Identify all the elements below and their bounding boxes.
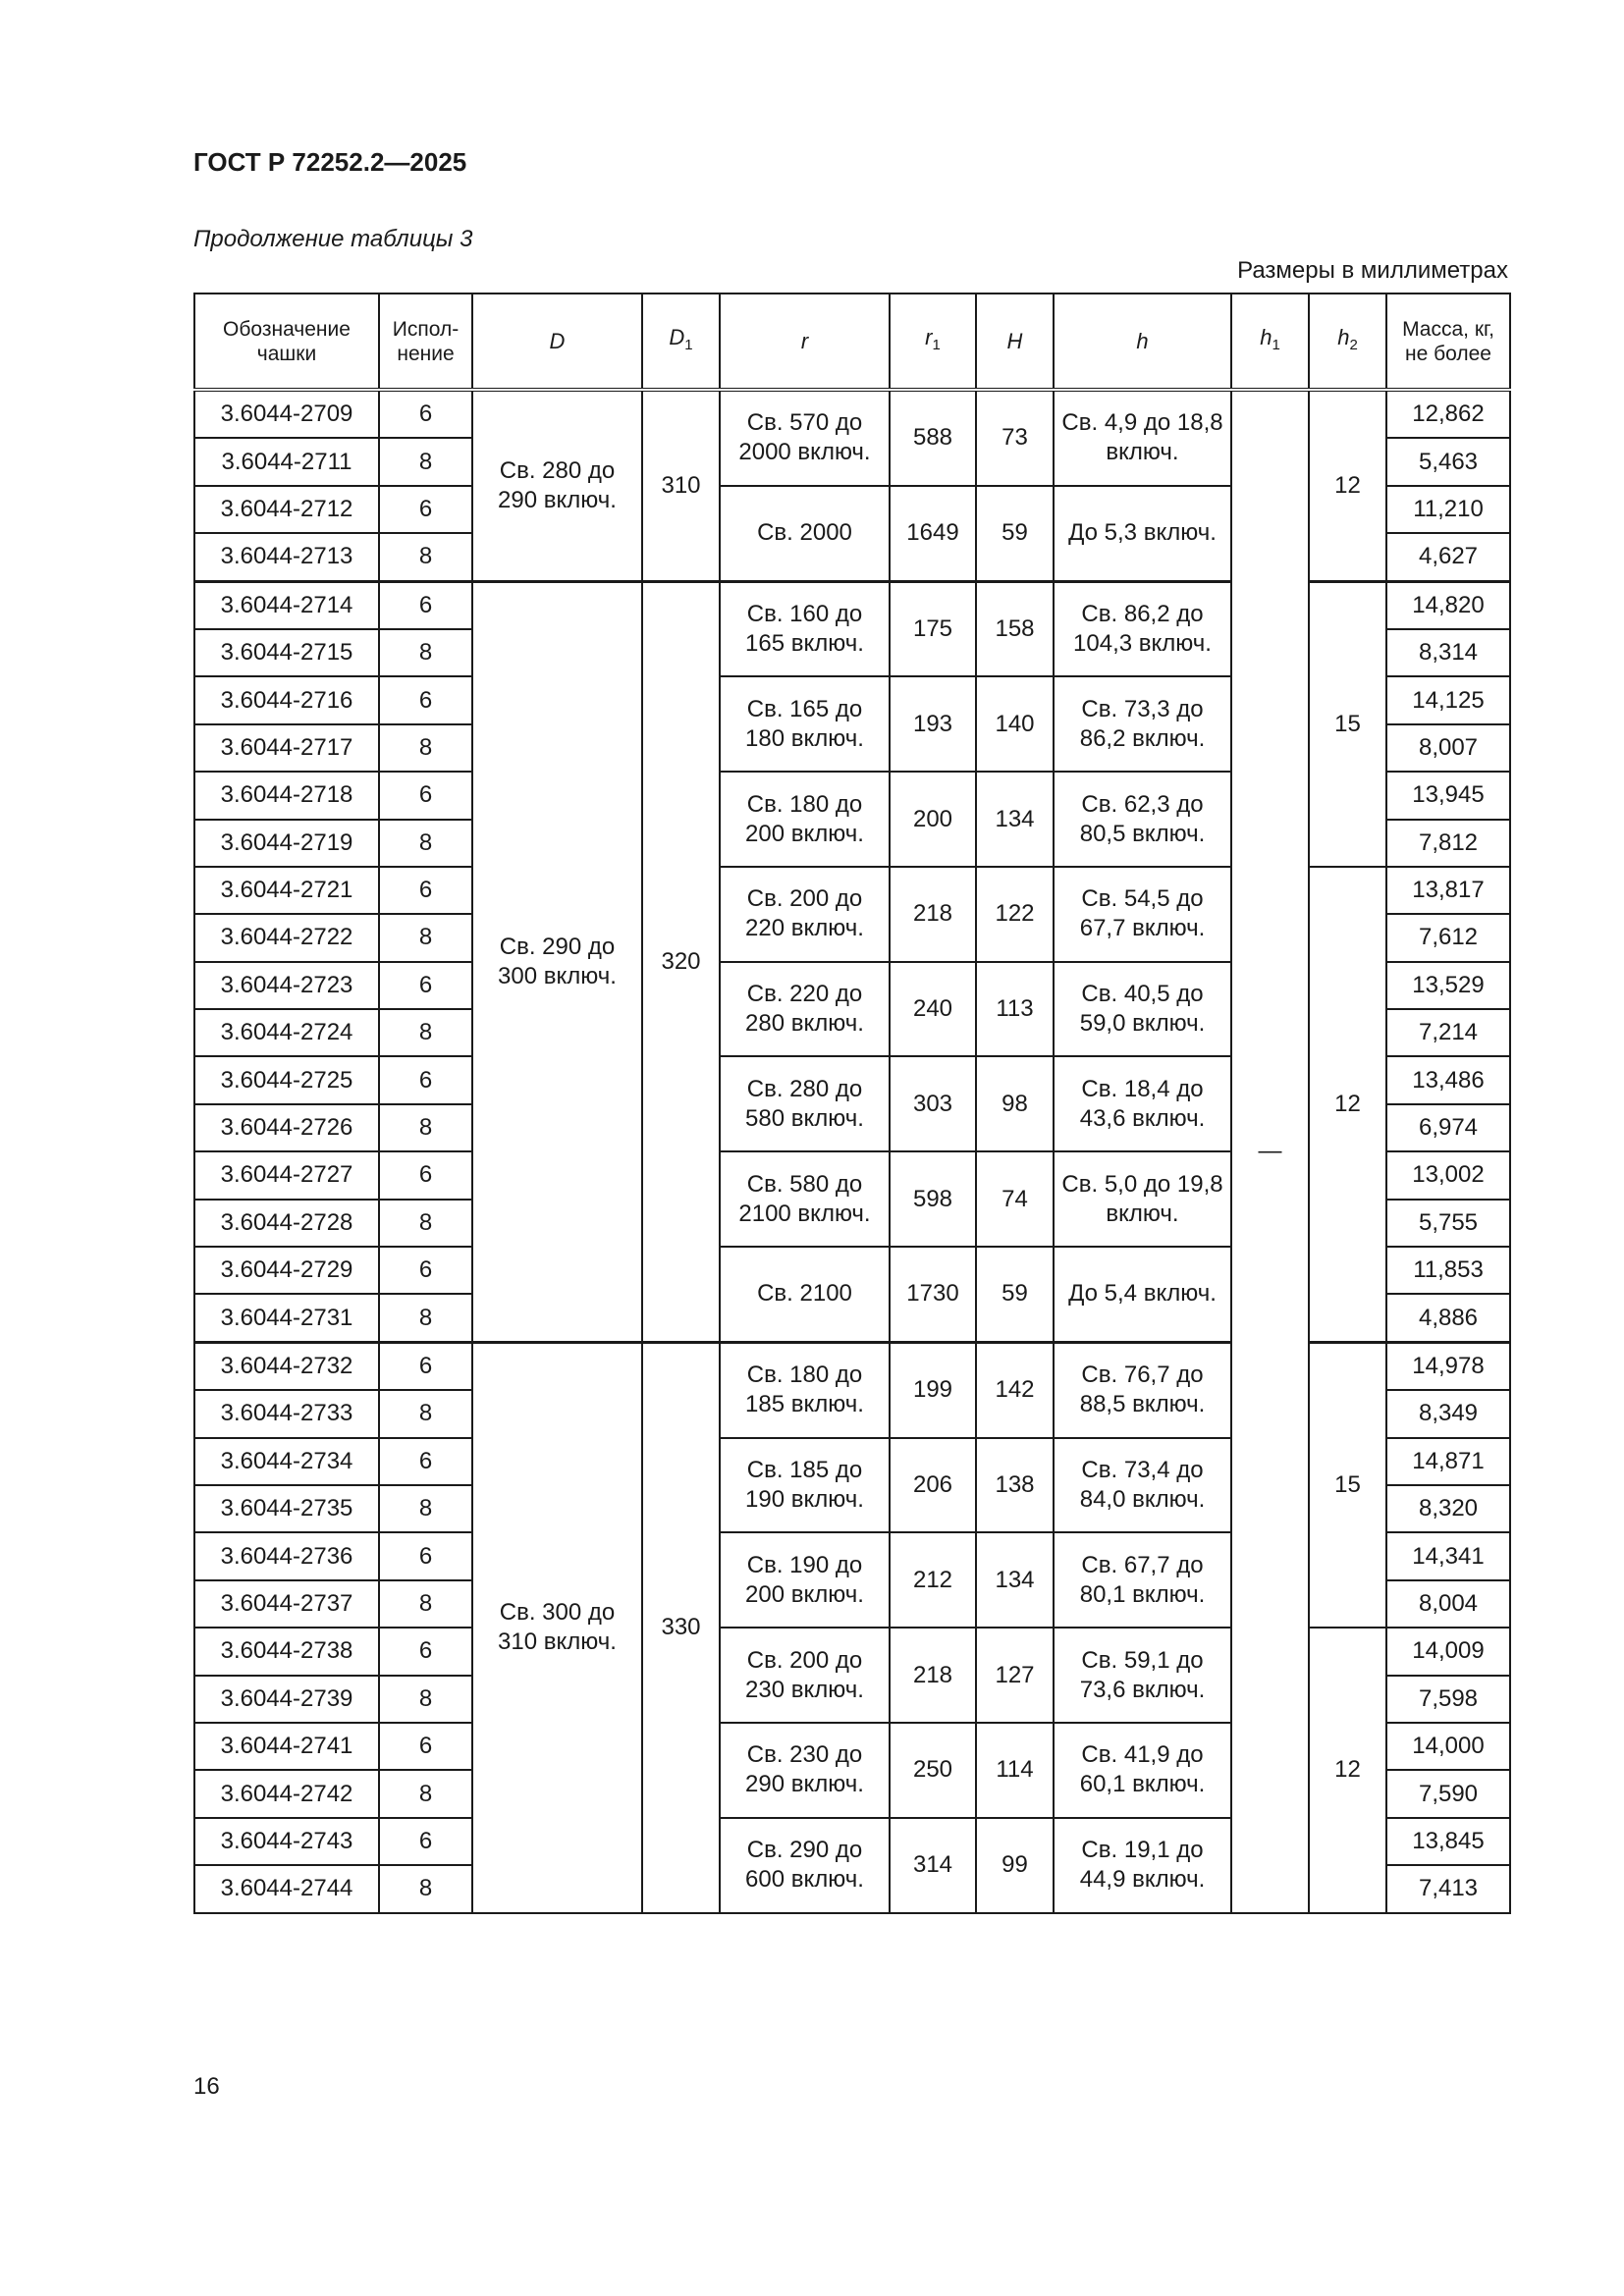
cell-r: Св. 190 до 200 включ. <box>720 1532 890 1628</box>
cell-designation: 3.6044-2734 <box>194 1438 379 1485</box>
cell-version: 6 <box>379 1723 472 1770</box>
cell-version: 6 <box>379 962 472 1009</box>
table-row <box>194 1342 1510 1390</box>
cell-designation: 3.6044-2722 <box>194 914 379 961</box>
cell-designation: 3.6044-2731 <box>194 1294 379 1342</box>
cell-h: Св. 73,3 до 86,2 включ. <box>1054 676 1231 772</box>
cell-r: Св. 2100 <box>720 1247 890 1342</box>
cell-mass: 4,627 <box>1386 533 1510 581</box>
cell-designation: 3.6044-2728 <box>194 1200 379 1247</box>
cell-designation: 3.6044-2713 <box>194 533 379 581</box>
table-continuation-caption: Продолжение таблицы 3 <box>193 226 473 252</box>
cell-h: До 5,3 включ. <box>1054 486 1231 581</box>
cell-version: 8 <box>379 1009 472 1056</box>
cell-designation: 3.6044-2709 <box>194 390 379 438</box>
cell-designation: 3.6044-2738 <box>194 1628 379 1675</box>
units-note: Размеры в миллиметрах <box>1237 257 1508 284</box>
cell-version: 6 <box>379 1438 472 1485</box>
cell-version: 8 <box>379 629 472 676</box>
table-row <box>194 581 1510 629</box>
cell-mass: 14,341 <box>1386 1532 1510 1579</box>
cell-version: 8 <box>379 914 472 961</box>
cell-designation: 3.6044-2715 <box>194 629 379 676</box>
cell-mass: 14,009 <box>1386 1628 1510 1675</box>
cell-d: Св. 290 до 300 включ. <box>472 581 642 1342</box>
cell-height: 99 <box>976 1818 1054 1913</box>
cell-designation: 3.6044-2717 <box>194 724 379 772</box>
cell-mass: 11,210 <box>1386 486 1510 533</box>
cell-r: Св. 2000 <box>720 486 890 581</box>
cell-height: 74 <box>976 1151 1054 1247</box>
cell-r1: 588 <box>890 390 976 486</box>
cell-h: Св. 40,5 до 59,0 включ. <box>1054 962 1231 1057</box>
cell-r: Св. 200 до 230 включ. <box>720 1628 890 1723</box>
cell-height: 98 <box>976 1056 1054 1151</box>
cell-mass: 5,463 <box>1386 438 1510 485</box>
cell-r: Св. 280 до 580 включ. <box>720 1056 890 1151</box>
cell-version: 8 <box>379 1580 472 1628</box>
cell-version: 8 <box>379 724 472 772</box>
cell-mass: 7,598 <box>1386 1676 1510 1723</box>
cell-version: 8 <box>379 1770 472 1817</box>
cell-r1: 303 <box>890 1056 976 1151</box>
cell-mass: 7,214 <box>1386 1009 1510 1056</box>
cell-r1: 199 <box>890 1342 976 1437</box>
cell-height: 114 <box>976 1723 1054 1818</box>
cell-version: 6 <box>379 867 472 914</box>
cell-h: Св. 62,3 до 80,5 включ. <box>1054 772 1231 867</box>
cell-height: 142 <box>976 1342 1054 1437</box>
table-row <box>194 867 1510 914</box>
cell-designation: 3.6044-2739 <box>194 1676 379 1723</box>
cell-designation: 3.6044-2736 <box>194 1532 379 1579</box>
cell-mass: 8,007 <box>1386 724 1510 772</box>
header-h: h <box>1054 294 1231 390</box>
cell-r1: 206 <box>890 1438 976 1533</box>
cell-r: Св. 570 до 2000 включ. <box>720 390 890 486</box>
cell-r: Св. 165 до 180 включ. <box>720 676 890 772</box>
cell-version: 6 <box>379 1056 472 1103</box>
header-h2: $h_2$ <box>1309 294 1386 390</box>
cell-r: Св. 185 до 190 включ. <box>720 1438 890 1533</box>
header-r1: $r_1$ <box>890 294 976 390</box>
table-body <box>194 390 1510 1913</box>
cell-mass: 14,820 <box>1386 581 1510 629</box>
cell-designation: 3.6044-2725 <box>194 1056 379 1103</box>
header-h1: $h_1$ <box>1231 294 1309 390</box>
cell-mass: 7,612 <box>1386 914 1510 961</box>
cell-version: 6 <box>379 1532 472 1579</box>
cell-r: Св. 220 до 280 включ. <box>720 962 890 1057</box>
cell-version: 6 <box>379 676 472 723</box>
cell-h2: 12 <box>1309 390 1386 581</box>
cell-version: 6 <box>379 1628 472 1675</box>
cell-version: 6 <box>379 1342 472 1390</box>
cell-version: 6 <box>379 1247 472 1294</box>
cell-designation: 3.6044-2744 <box>194 1865 379 1912</box>
cell-height: 122 <box>976 867 1054 962</box>
cell-r1: 175 <box>890 581 976 676</box>
cell-h: Св. 5,0 до 19,8 включ. <box>1054 1151 1231 1247</box>
header-d: D <box>472 294 642 390</box>
cell-designation: 3.6044-2733 <box>194 1390 379 1437</box>
cell-mass: 6,974 <box>1386 1104 1510 1151</box>
cell-r: Св. 290 до 600 включ. <box>720 1818 890 1913</box>
cell-r: Св. 180 до 185 включ. <box>720 1342 890 1437</box>
cell-mass: 8,320 <box>1386 1485 1510 1532</box>
header-row <box>194 294 1510 390</box>
cell-height: 113 <box>976 962 1054 1057</box>
header-version: Испол-нение <box>379 294 472 390</box>
cell-designation: 3.6044-2714 <box>194 581 379 629</box>
cell-h: Св. 59,1 до 73,6 включ. <box>1054 1628 1231 1723</box>
page-number: 16 <box>193 2073 220 2100</box>
cell-height: 134 <box>976 772 1054 867</box>
cell-mass: 11,853 <box>1386 1247 1510 1294</box>
cell-height: 138 <box>976 1438 1054 1533</box>
table-row <box>194 1628 1510 1675</box>
cell-designation: 3.6044-2719 <box>194 820 379 867</box>
cell-r: Св. 200 до 220 включ. <box>720 867 890 962</box>
dimensions-table <box>193 293 1511 1914</box>
cell-r1: 193 <box>890 676 976 772</box>
cell-r1: 218 <box>890 867 976 962</box>
cell-h: Св. 67,7 до 80,1 включ. <box>1054 1532 1231 1628</box>
cell-designation: 3.6044-2724 <box>194 1009 379 1056</box>
cell-version: 8 <box>379 1390 472 1437</box>
cell-d: Св. 300 до 310 включ. <box>472 1342 642 1912</box>
cell-version: 8 <box>379 820 472 867</box>
cell-h2: 15 <box>1309 1342 1386 1628</box>
cell-designation: 3.6044-2732 <box>194 1342 379 1390</box>
header-d1: $D_1$ <box>642 294 720 390</box>
cell-h: Св. 18,4 до 43,6 включ. <box>1054 1056 1231 1151</box>
cell-version: 8 <box>379 1676 472 1723</box>
cell-h: Св. 73,4 до 84,0 включ. <box>1054 1438 1231 1533</box>
cell-h: Св. 76,7 до 88,5 включ. <box>1054 1342 1231 1437</box>
cell-designation: 3.6044-2718 <box>194 772 379 819</box>
cell-h: До 5,4 включ. <box>1054 1247 1231 1342</box>
cell-mass: 8,349 <box>1386 1390 1510 1437</box>
cell-r1: 598 <box>890 1151 976 1247</box>
cell-height: 134 <box>976 1532 1054 1628</box>
cell-h: Св. 54,5 до 67,7 включ. <box>1054 867 1231 962</box>
cell-mass: 13,845 <box>1386 1818 1510 1865</box>
cell-h2: 15 <box>1309 581 1386 867</box>
cell-mass: 14,125 <box>1386 676 1510 723</box>
cell-mass: 13,486 <box>1386 1056 1510 1103</box>
cell-designation: 3.6044-2721 <box>194 867 379 914</box>
cell-designation: 3.6044-2742 <box>194 1770 379 1817</box>
cell-designation: 3.6044-2735 <box>194 1485 379 1532</box>
cell-mass: 8,314 <box>1386 629 1510 676</box>
cell-height: 140 <box>976 676 1054 772</box>
cell-version: 8 <box>379 1294 472 1342</box>
cell-height: 158 <box>976 581 1054 676</box>
cell-version: 6 <box>379 486 472 533</box>
cell-version: 8 <box>379 1485 472 1532</box>
header-r: r <box>720 294 890 390</box>
cell-mass: 14,978 <box>1386 1342 1510 1390</box>
cell-h: Св. 19,1 до 44,9 включ. <box>1054 1818 1231 1913</box>
cell-designation: 3.6044-2741 <box>194 1723 379 1770</box>
cell-mass: 13,945 <box>1386 772 1510 819</box>
cell-r1: 314 <box>890 1818 976 1913</box>
cell-h2: 12 <box>1309 1628 1386 1912</box>
cell-d1: 320 <box>642 581 720 1342</box>
cell-designation: 3.6044-2737 <box>194 1580 379 1628</box>
cell-d1: 330 <box>642 1342 720 1912</box>
cell-mass: 5,755 <box>1386 1200 1510 1247</box>
cell-mass: 8,004 <box>1386 1580 1510 1628</box>
cell-height: 59 <box>976 1247 1054 1342</box>
cell-mass: 7,413 <box>1386 1865 1510 1912</box>
cell-r1: 218 <box>890 1628 976 1723</box>
cell-h1: — <box>1231 390 1309 1913</box>
cell-designation: 3.6044-2743 <box>194 1818 379 1865</box>
cell-r1: 1730 <box>890 1247 976 1342</box>
cell-r1: 250 <box>890 1723 976 1818</box>
cell-r1: 212 <box>890 1532 976 1628</box>
cell-version: 6 <box>379 390 472 438</box>
cell-mass: 14,871 <box>1386 1438 1510 1485</box>
cell-version: 6 <box>379 772 472 819</box>
cell-mass: 12,862 <box>1386 390 1510 438</box>
cell-d: Св. 280 до 290 включ. <box>472 390 642 581</box>
cell-r1: 1649 <box>890 486 976 581</box>
cell-designation: 3.6044-2727 <box>194 1151 379 1199</box>
cell-version: 8 <box>379 533 472 581</box>
cell-height: 59 <box>976 486 1054 581</box>
cell-mass: 7,590 <box>1386 1770 1510 1817</box>
cell-version: 8 <box>379 1865 472 1912</box>
cell-height: 73 <box>976 390 1054 486</box>
cell-r: Св. 160 до 165 включ. <box>720 581 890 676</box>
cell-designation: 3.6044-2716 <box>194 676 379 723</box>
cell-version: 6 <box>379 1818 472 1865</box>
cell-mass: 7,812 <box>1386 820 1510 867</box>
cell-mass: 14,000 <box>1386 1723 1510 1770</box>
cell-designation: 3.6044-2712 <box>194 486 379 533</box>
cell-r1: 200 <box>890 772 976 867</box>
cell-designation: 3.6044-2726 <box>194 1104 379 1151</box>
cell-mass: 13,817 <box>1386 867 1510 914</box>
cell-h: Св. 4,9 до 18,8 включ. <box>1054 390 1231 486</box>
table-row <box>194 390 1510 438</box>
header-height: H <box>976 294 1054 390</box>
cell-h2: 12 <box>1309 867 1386 1342</box>
cell-d1: 310 <box>642 390 720 581</box>
cell-version: 8 <box>379 438 472 485</box>
cell-designation: 3.6044-2729 <box>194 1247 379 1294</box>
cell-version: 6 <box>379 1151 472 1199</box>
cell-r: Св. 230 до 290 включ. <box>720 1723 890 1818</box>
cell-version: 8 <box>379 1200 472 1247</box>
cell-r: Св. 180 до 200 включ. <box>720 772 890 867</box>
cell-designation: 3.6044-2723 <box>194 962 379 1009</box>
cell-designation: 3.6044-2711 <box>194 438 379 485</box>
cell-h: Св. 86,2 до 104,3 включ. <box>1054 581 1231 676</box>
header-designation: Обозначение чашки <box>194 294 379 390</box>
cell-mass: 4,886 <box>1386 1294 1510 1342</box>
cell-h: Св. 41,9 до 60,1 включ. <box>1054 1723 1231 1818</box>
cell-mass: 13,002 <box>1386 1151 1510 1199</box>
document-title: ГОСТ Р 72252.2—2025 <box>193 147 467 177</box>
cell-r: Св. 580 до 2100 включ. <box>720 1151 890 1247</box>
header-mass: Масса, кг, не более <box>1386 294 1510 390</box>
cell-height: 127 <box>976 1628 1054 1723</box>
cell-version: 6 <box>379 581 472 629</box>
cell-r1: 240 <box>890 962 976 1057</box>
cell-version: 8 <box>379 1104 472 1151</box>
cell-mass: 13,529 <box>1386 962 1510 1009</box>
